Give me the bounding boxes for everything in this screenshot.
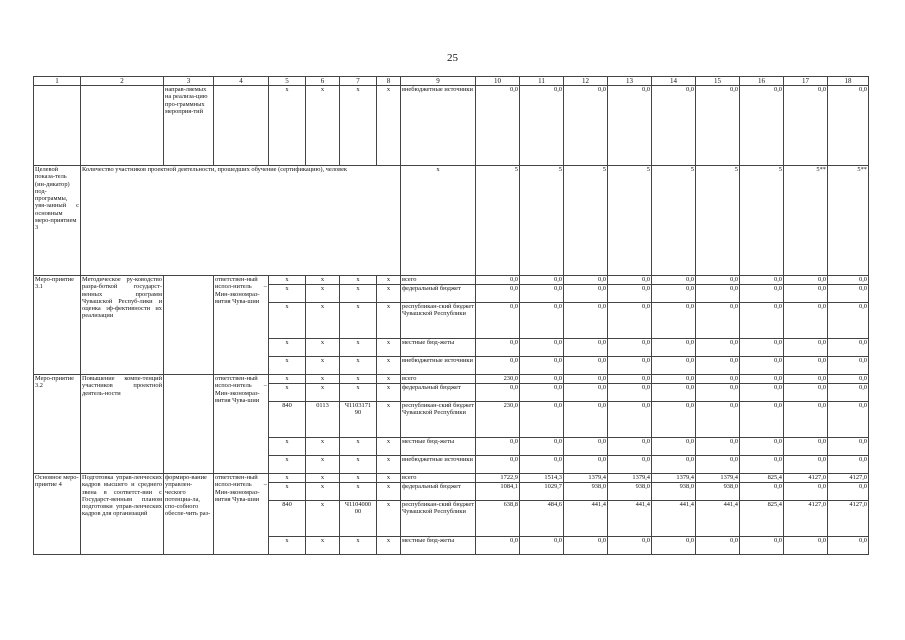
code-cell: 0113 (306, 402, 340, 438)
value-cell: 1379,4 (652, 474, 696, 483)
indicator-value: 5 (696, 166, 740, 276)
column-header: 1 (34, 77, 81, 86)
indicator-value: 5 (564, 166, 608, 276)
value-cell: 0,0 (828, 483, 869, 501)
code-cell: x (306, 276, 340, 285)
value-cell: 0,0 (828, 537, 869, 555)
value-cell: 0,0 (828, 384, 869, 402)
event-label: Основное меро-приятие 4 (34, 474, 81, 555)
code-cell: x (340, 276, 377, 285)
indicator-label: Целевой показа-тель (ин-дикатор) под-программы, увя-занный с основным меро-приятием 3 (34, 166, 81, 276)
value-cell: 0,0 (564, 303, 608, 339)
table-row (34, 474, 869, 483)
value-cell: 0,0 (476, 438, 520, 456)
table-row (34, 86, 869, 166)
code-cell: x (306, 438, 340, 456)
value-cell: 0,0 (652, 438, 696, 456)
code-cell: x (306, 501, 340, 537)
value-cell: 0,0 (740, 537, 784, 555)
value-cell: 0,0 (784, 303, 828, 339)
code-cell: x (377, 357, 401, 375)
value-cell: 0,0 (652, 303, 696, 339)
value-cell: 1514,3 (520, 474, 564, 483)
code-cell: Ч1104000 00 (340, 501, 377, 537)
code-cell: x (269, 537, 306, 555)
value-cell: 938,0 (608, 483, 652, 501)
source-cell: всего (401, 474, 476, 483)
value-cell: 0,0 (652, 456, 696, 474)
value-cell: 0,0 (608, 86, 652, 166)
column-header: 8 (377, 77, 401, 86)
column-header: 3 (164, 77, 214, 86)
value-cell: 0,0 (476, 86, 520, 166)
column-header: 17 (784, 77, 828, 86)
value-cell: 230,0 (476, 402, 520, 438)
code-cell: x (377, 375, 401, 384)
event-goal (164, 276, 214, 375)
value-cell: 0,0 (564, 357, 608, 375)
value-cell: 1029,7 (520, 483, 564, 501)
event-name: Методическое ру-ководство разра-боткой государст-венных программ Чувашской Респуб-лики и оценка эф-фективности их реализации (81, 276, 164, 375)
code-cell: Ч1103171 90 (340, 402, 377, 438)
value-cell: 0,0 (696, 357, 740, 375)
value-cell: 1084,1 (476, 483, 520, 501)
value-cell: 0,0 (740, 303, 784, 339)
value-cell: 0,0 (828, 438, 869, 456)
column-header: 6 (306, 77, 340, 86)
event-responsible: ответствен-ный испол-нитель – Мин-экономраз-вития Чува-шии (214, 474, 269, 555)
value-cell: 0,0 (784, 537, 828, 555)
value-cell: 0,0 (740, 375, 784, 384)
value-cell: 0,0 (608, 285, 652, 303)
value-cell: 4127,0 (828, 474, 869, 483)
indicator-row (34, 166, 869, 276)
value-cell: 0,0 (520, 375, 564, 384)
table-row (34, 375, 869, 384)
value-cell: 0,0 (520, 339, 564, 357)
value-cell: 0,0 (476, 537, 520, 555)
source-cell: республикан-ский бюджет Чувашской Республики (401, 402, 476, 438)
code-cell: x (377, 537, 401, 555)
source-cell: всего (401, 276, 476, 285)
value-cell: 1722,9 (476, 474, 520, 483)
indicator-value: 5 (520, 166, 564, 276)
value-cell: 0,0 (740, 384, 784, 402)
value-cell: 0,0 (520, 276, 564, 285)
code-cell: x (377, 303, 401, 339)
value-cell: 230,0 (476, 375, 520, 384)
value-cell: 0,0 (652, 537, 696, 555)
code-cell: x (340, 339, 377, 357)
page-number: 25 (447, 52, 458, 64)
value-cell: 441,4 (608, 501, 652, 537)
code-cell: x (306, 537, 340, 555)
value-cell: 441,4 (564, 501, 608, 537)
event-name: Подготовка управ-ленческих кадров высшего и среднего звена в соответст-вии с Государст-венным планом подготовки управ-ленческих кадров для организаций (81, 474, 164, 555)
value-cell: 0,0 (828, 456, 869, 474)
column-header: 15 (696, 77, 740, 86)
value-cell: 0,0 (740, 339, 784, 357)
value-cell: 0,0 (652, 357, 696, 375)
value-cell: 0,0 (784, 375, 828, 384)
value-cell: 0,0 (608, 357, 652, 375)
value-cell: 0,0 (696, 456, 740, 474)
code-cell: x (269, 86, 306, 166)
value-cell: 0,0 (784, 384, 828, 402)
value-cell: 0,0 (740, 456, 784, 474)
value-cell: 0,0 (696, 438, 740, 456)
value-cell: 0,0 (784, 339, 828, 357)
value-cell: 0,0 (476, 456, 520, 474)
value-cell: 0,0 (520, 438, 564, 456)
value-cell: 0,0 (828, 276, 869, 285)
value-cell: 0,0 (696, 537, 740, 555)
code-cell: x (306, 375, 340, 384)
value-cell: 4127,0 (784, 501, 828, 537)
value-cell: 0,0 (476, 276, 520, 285)
value-cell: 0,0 (564, 86, 608, 166)
value-cell: 0,0 (828, 339, 869, 357)
column-header: 7 (340, 77, 377, 86)
code-cell: 840 (269, 402, 306, 438)
column-header: 2 (81, 77, 164, 86)
event-label: Меро-приятие 3.2 (34, 375, 81, 474)
code-cell: x (340, 474, 377, 483)
code-cell: x (269, 276, 306, 285)
value-cell: 0,0 (564, 285, 608, 303)
value-cell: 441,4 (652, 501, 696, 537)
value-cell: 0,0 (608, 537, 652, 555)
indicator-value: 5 (476, 166, 520, 276)
source-cell: местные бюд-жеты (401, 537, 476, 555)
value-cell: 938,0 (652, 483, 696, 501)
code-cell: x (269, 357, 306, 375)
event-responsible: ответствен-ный испол-нитель – Мин-экономраз-вития Чува-шии (214, 276, 269, 375)
value-cell: 0,0 (740, 86, 784, 166)
value-cell: 0,0 (696, 276, 740, 285)
value-cell: 0,0 (740, 276, 784, 285)
source-cell: республикан-ский бюджет Чувашской Республики (401, 303, 476, 339)
indicator-text: Количество участников проектной деятельности, прошедших обучение (сертификацию), человек (81, 166, 401, 276)
value-cell: 0,0 (828, 375, 869, 384)
value-cell: 0,0 (740, 285, 784, 303)
code-cell: x (269, 339, 306, 357)
empty-cell (214, 86, 269, 166)
code-cell: x (340, 357, 377, 375)
code-cell: x (340, 456, 377, 474)
value-cell: 1379,4 (564, 474, 608, 483)
code-cell: x (306, 474, 340, 483)
value-cell: 0,0 (696, 384, 740, 402)
budget-table (33, 76, 869, 555)
value-cell: 0,0 (696, 375, 740, 384)
value-cell: 0,0 (696, 402, 740, 438)
value-cell: 0,0 (564, 375, 608, 384)
value-cell: 0,0 (564, 384, 608, 402)
value-cell: 0,0 (652, 384, 696, 402)
code-cell: x (306, 86, 340, 166)
value-cell: 0,0 (520, 537, 564, 555)
value-cell: 0,0 (476, 384, 520, 402)
value-cell: 0,0 (608, 303, 652, 339)
value-cell: 0,0 (696, 339, 740, 357)
value-cell: 0,0 (740, 402, 784, 438)
value-cell: 0,0 (520, 303, 564, 339)
value-cell: 0,0 (740, 438, 784, 456)
code-cell: x (269, 456, 306, 474)
value-cell: 0,0 (740, 357, 784, 375)
value-cell: 1379,4 (696, 474, 740, 483)
value-cell: 0,0 (784, 438, 828, 456)
source-cell: федеральный бюджет (401, 285, 476, 303)
value-cell: 0,0 (784, 483, 828, 501)
value-cell: 0,0 (476, 285, 520, 303)
code-cell: x (306, 339, 340, 357)
value-cell: 0,0 (564, 456, 608, 474)
value-cell: 0,0 (696, 86, 740, 166)
value-cell: 0,0 (608, 456, 652, 474)
value-cell: 0,0 (784, 276, 828, 285)
column-header: 5 (269, 77, 306, 86)
code-cell: x (377, 474, 401, 483)
column-header: 13 (608, 77, 652, 86)
indicator-value: 5** (784, 166, 828, 276)
code-cell: x (340, 438, 377, 456)
header-row (34, 77, 869, 86)
code-cell: x (340, 285, 377, 303)
empty-cell (34, 86, 81, 166)
value-cell: 0,0 (696, 285, 740, 303)
value-cell: 0,0 (520, 384, 564, 402)
value-cell: 1379,4 (608, 474, 652, 483)
code-cell: x (269, 285, 306, 303)
value-cell: 0,0 (828, 402, 869, 438)
value-cell: 0,0 (476, 357, 520, 375)
value-cell: 0,0 (476, 339, 520, 357)
event-goal (164, 375, 214, 474)
source-cell: республикан-ский бюджет Чувашской Республики (401, 501, 476, 537)
value-cell: 0,0 (784, 357, 828, 375)
code-cell: x (377, 384, 401, 402)
value-cell: 825,4 (740, 474, 784, 483)
indicator-value: 5 (608, 166, 652, 276)
value-cell: 0,0 (608, 339, 652, 357)
column-header: 16 (740, 77, 784, 86)
value-cell: 0,0 (828, 86, 869, 166)
value-cell: 0,0 (520, 285, 564, 303)
code-cell: x (377, 86, 401, 166)
code-cell: x (269, 303, 306, 339)
code-cell: x (340, 483, 377, 501)
table-row (34, 276, 869, 285)
column-header: 12 (564, 77, 608, 86)
value-cell: 4127,0 (828, 501, 869, 537)
value-cell: 0,0 (652, 86, 696, 166)
source-cell: внебюджетные источники (401, 357, 476, 375)
code-cell: x (377, 456, 401, 474)
value-cell: 0,0 (608, 438, 652, 456)
value-cell: 0,0 (608, 375, 652, 384)
code-cell: x (269, 483, 306, 501)
indicator-x: x (401, 166, 476, 276)
value-cell: 0,0 (696, 303, 740, 339)
code-cell: x (306, 285, 340, 303)
code-cell: x (340, 86, 377, 166)
empty-cell (81, 86, 164, 166)
value-cell: 0,0 (652, 285, 696, 303)
indicator-value: 5 (740, 166, 784, 276)
source-cell: всего (401, 375, 476, 384)
column-header: 10 (476, 77, 520, 86)
source-cell: федеральный бюджет (401, 483, 476, 501)
value-cell: 441,4 (696, 501, 740, 537)
value-cell: 0,0 (652, 402, 696, 438)
code-cell: x (377, 483, 401, 501)
indicator-value: 5 (652, 166, 696, 276)
code-cell: x (340, 303, 377, 339)
code-cell: x (306, 456, 340, 474)
code-cell: x (340, 384, 377, 402)
goal-cell: направ-ляемых на реализа-цию про-граммных мероприя-тий (164, 86, 214, 166)
event-name: Повышение компе-тенций участников проектной деятель-ности (81, 375, 164, 474)
code-cell: x (377, 501, 401, 537)
value-cell: 938,0 (564, 483, 608, 501)
event-goal: формиро-вание управлен-ческого потенциа-ла, спо-собного обеспе-чить раз- (164, 474, 214, 555)
code-cell: x (269, 438, 306, 456)
value-cell: 0,0 (652, 375, 696, 384)
code-cell: x (269, 474, 306, 483)
value-cell: 0,0 (784, 86, 828, 166)
value-cell: 0,0 (652, 276, 696, 285)
value-cell: 0,0 (564, 402, 608, 438)
value-cell: 0,0 (828, 303, 869, 339)
value-cell: 0,0 (828, 357, 869, 375)
value-cell: 0,0 (784, 402, 828, 438)
value-cell: 0,0 (608, 402, 652, 438)
code-cell: x (340, 537, 377, 555)
code-cell: x (306, 303, 340, 339)
value-cell: 0,0 (476, 303, 520, 339)
code-cell: x (340, 375, 377, 384)
source-cell: местные бюд-жеты (401, 339, 476, 357)
source-cell: федеральный бюджет (401, 384, 476, 402)
column-header: 11 (520, 77, 564, 86)
value-cell: 4127,0 (784, 474, 828, 483)
value-cell: 0,0 (784, 285, 828, 303)
value-cell: 0,0 (564, 339, 608, 357)
event-responsible: ответствен-ный испол-нитель – Мин-экономраз-вития Чува-шии (214, 375, 269, 474)
code-cell: x (306, 357, 340, 375)
code-cell: x (377, 339, 401, 357)
value-cell: 0,0 (564, 537, 608, 555)
code-cell: x (377, 402, 401, 438)
value-cell: 638,8 (476, 501, 520, 537)
column-header: 4 (214, 77, 269, 86)
value-cell: 0,0 (784, 456, 828, 474)
value-cell: 0,0 (828, 285, 869, 303)
value-cell: 0,0 (520, 86, 564, 166)
source-cell: внебюджетные источники (401, 86, 476, 166)
value-cell: 0,0 (608, 384, 652, 402)
value-cell: 0,0 (520, 456, 564, 474)
value-cell: 0,0 (652, 339, 696, 357)
code-cell: x (377, 438, 401, 456)
value-cell: 0,0 (564, 276, 608, 285)
value-cell: 0,0 (564, 438, 608, 456)
code-cell: x (306, 483, 340, 501)
code-cell: 840 (269, 501, 306, 537)
column-header: 9 (401, 77, 476, 86)
code-cell: x (306, 384, 340, 402)
value-cell: 0,0 (520, 357, 564, 375)
value-cell: 484,6 (520, 501, 564, 537)
column-header: 14 (652, 77, 696, 86)
code-cell: x (269, 375, 306, 384)
value-cell: 0,0 (740, 483, 784, 501)
code-cell: x (377, 285, 401, 303)
code-cell: x (377, 276, 401, 285)
code-cell: x (269, 384, 306, 402)
column-header: 18 (828, 77, 869, 86)
event-label: Меро-приятие 3.1 (34, 276, 81, 375)
value-cell: 0,0 (608, 276, 652, 285)
indicator-value: 5** (828, 166, 869, 276)
value-cell: 825,4 (740, 501, 784, 537)
value-cell: 938,0 (696, 483, 740, 501)
value-cell: 0,0 (520, 402, 564, 438)
source-cell: местные бюд-жеты (401, 438, 476, 456)
source-cell: внебюджетные источники (401, 456, 476, 474)
